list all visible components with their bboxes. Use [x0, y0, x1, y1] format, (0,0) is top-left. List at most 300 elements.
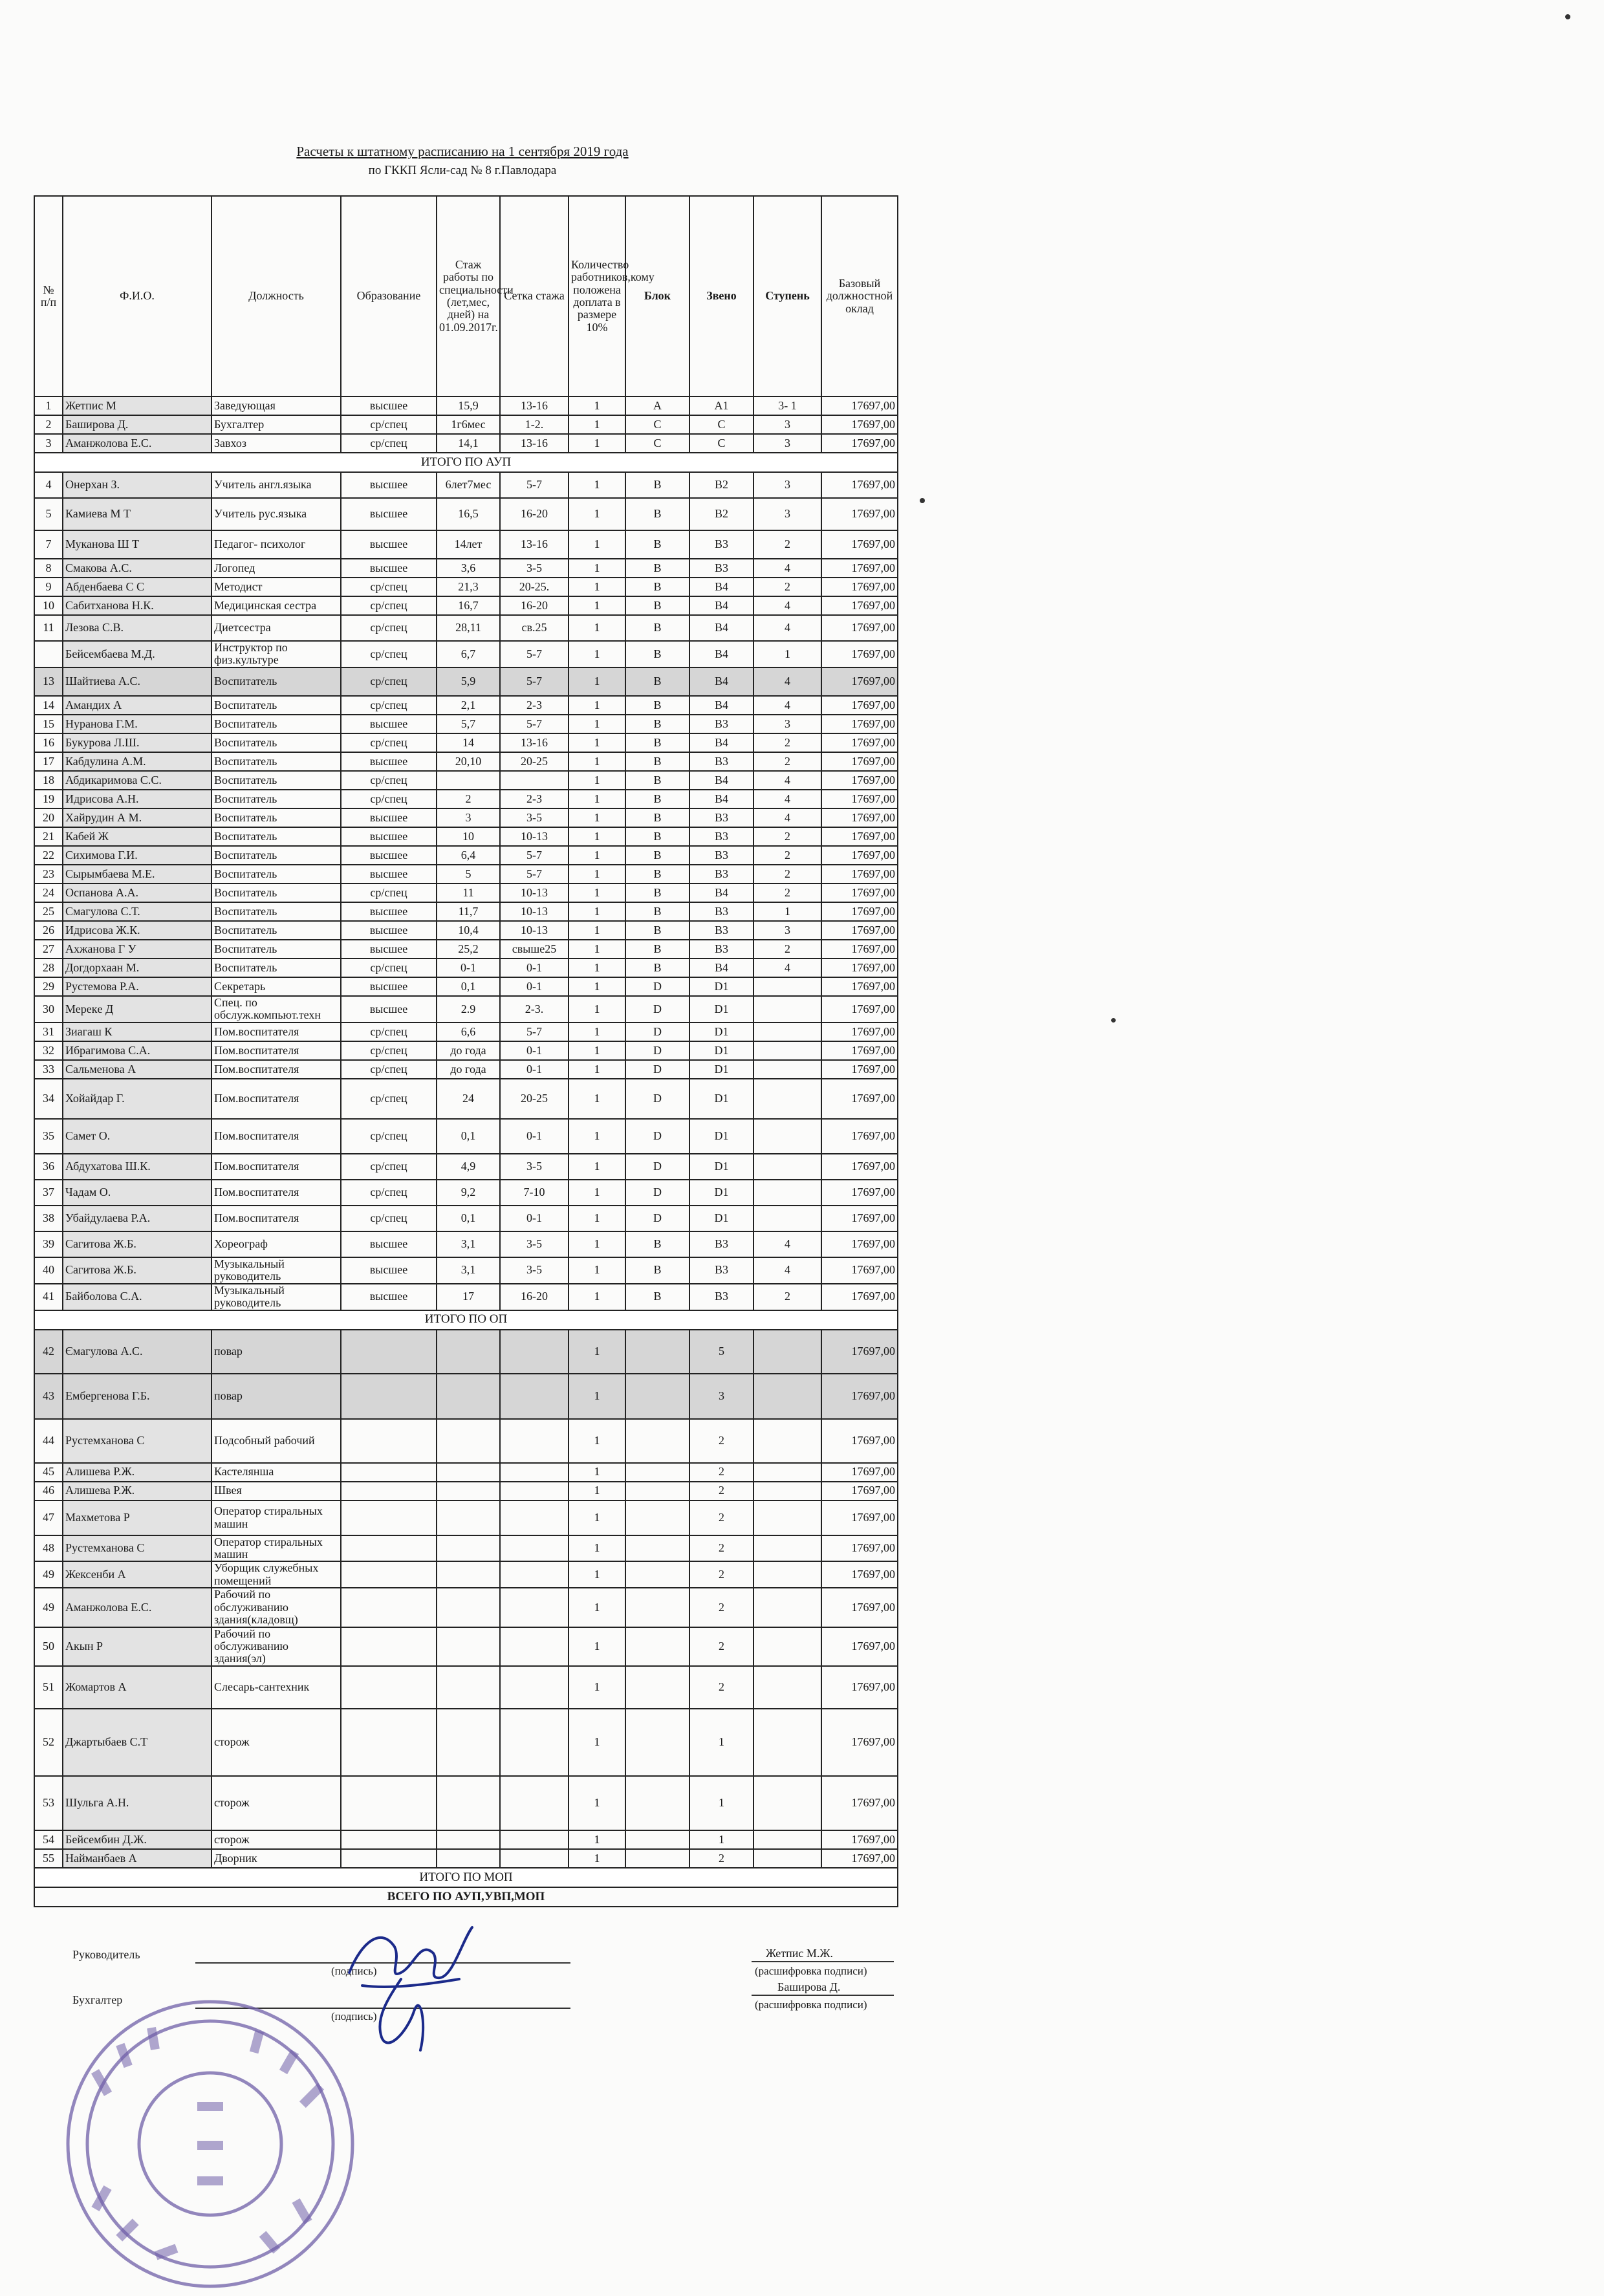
grade — [753, 1709, 821, 1776]
work-experience — [437, 1463, 500, 1482]
link: 2 — [689, 1419, 753, 1463]
employee-name: Махметова Р — [63, 1500, 211, 1535]
accountant-name-caption: (расшифровка подписи) — [755, 1998, 867, 2011]
work-experience: 16,7 — [437, 596, 500, 615]
work-experience: 4,9 — [437, 1154, 500, 1180]
accountant-signature-caption: (подпись) — [331, 2010, 377, 2022]
position: Воспитатель — [211, 827, 341, 846]
experience-grid: 20-25 — [500, 752, 569, 771]
education: ср/спец — [341, 771, 437, 790]
experience-grid: 10-13 — [500, 883, 569, 902]
row-number: 49 — [34, 1561, 63, 1588]
education: ср/спец — [341, 958, 437, 977]
work-experience: 6,4 — [437, 846, 500, 865]
row-number: 5 — [34, 498, 63, 530]
work-experience: 17 — [437, 1284, 500, 1310]
base-salary: 17697,00 — [821, 827, 898, 846]
education: ср/спец — [341, 790, 437, 808]
work-experience: 6,7 — [437, 641, 500, 667]
work-experience: 14лет — [437, 530, 500, 559]
column-header: Должность — [211, 196, 341, 396]
experience-grid: 16-20 — [500, 498, 569, 530]
education — [341, 1588, 437, 1627]
experience-grid: 13-16 — [500, 733, 569, 752]
position: Учитель рус.языка — [211, 498, 341, 530]
link: B3 — [689, 1231, 753, 1257]
link: 5 — [689, 1330, 753, 1374]
work-experience: 0-1 — [437, 958, 500, 977]
block: B — [625, 696, 689, 715]
row-number: 19 — [34, 790, 63, 808]
position: Педагог- психолог — [211, 530, 341, 559]
base-salary: 17697,00 — [821, 1284, 898, 1310]
signature-scribble-icon — [323, 1901, 492, 2070]
bonus-count: 1 — [569, 1482, 625, 1500]
section-total-row — [34, 1310, 898, 1330]
grade — [753, 1330, 821, 1374]
link: D1 — [689, 1180, 753, 1206]
block: D — [625, 1206, 689, 1231]
employee-name: Кабей Ж — [63, 827, 211, 846]
table-row — [34, 940, 898, 958]
work-experience — [437, 1330, 500, 1374]
bonus-count: 1 — [569, 641, 625, 667]
row-number: 42 — [34, 1330, 63, 1374]
education: высшее — [341, 940, 437, 958]
table-row — [34, 1374, 898, 1419]
bonus-count: 1 — [569, 578, 625, 596]
education: ср/спец — [341, 696, 437, 715]
employee-name: Кабдулина А.М. — [63, 752, 211, 771]
work-experience: 2,1 — [437, 696, 500, 715]
grade — [753, 1463, 821, 1482]
base-salary: 17697,00 — [821, 641, 898, 667]
bonus-count: 1 — [569, 559, 625, 578]
row-number: 48 — [34, 1535, 63, 1562]
link: 2 — [689, 1588, 753, 1627]
grade: 3 — [753, 498, 821, 530]
employee-name: Букурова Л.Ш. — [63, 733, 211, 752]
education: ср/спец — [341, 1060, 437, 1079]
table-row — [34, 1257, 898, 1284]
table-row — [34, 771, 898, 790]
table-row — [34, 1535, 898, 1562]
row-number: 37 — [34, 1180, 63, 1206]
row-number: 1 — [34, 396, 63, 415]
work-experience: до года — [437, 1041, 500, 1060]
link: B4 — [689, 958, 753, 977]
education: высшее — [341, 498, 437, 530]
base-salary: 17697,00 — [821, 434, 898, 453]
bonus-count: 1 — [569, 977, 625, 996]
position: Пом.воспитателя — [211, 1206, 341, 1231]
block — [625, 1830, 689, 1849]
position: Инструктор по физ.культуре — [211, 641, 341, 667]
table-row — [34, 902, 898, 921]
employee-name: Мерекe Д — [63, 996, 211, 1023]
base-salary: 17697,00 — [821, 1500, 898, 1535]
work-experience: 24 — [437, 1079, 500, 1119]
block: B — [625, 578, 689, 596]
base-salary: 17697,00 — [821, 790, 898, 808]
education: высшее — [341, 902, 437, 921]
grade: 2 — [753, 1284, 821, 1310]
employee-name: Нуранова Г.М. — [63, 715, 211, 733]
link: B3 — [689, 846, 753, 865]
table-row — [34, 958, 898, 977]
experience-grid — [500, 1374, 569, 1419]
work-experience: 3,1 — [437, 1231, 500, 1257]
table-row — [34, 996, 898, 1023]
block: B — [625, 921, 689, 940]
row-number: 28 — [34, 958, 63, 977]
table-row — [34, 790, 898, 808]
block: B — [625, 846, 689, 865]
education — [341, 1535, 437, 1562]
education: высшее — [341, 715, 437, 733]
table-row — [34, 733, 898, 752]
work-experience: 0,1 — [437, 1119, 500, 1154]
employee-name: Рустемова Р.А. — [63, 977, 211, 996]
table-row — [34, 865, 898, 883]
position: Пом.воспитателя — [211, 1119, 341, 1154]
employee-name: Сагитова Ж.Б. — [63, 1257, 211, 1284]
table-row — [34, 578, 898, 596]
employee-name: Аманжолова Е.С. — [63, 434, 211, 453]
grade: 4 — [753, 808, 821, 827]
experience-grid: 20-25. — [500, 578, 569, 596]
work-experience — [437, 1627, 500, 1666]
position: Воспитатель — [211, 771, 341, 790]
table-row — [34, 1849, 898, 1868]
employee-name: Бейсембаева М.Д. — [63, 641, 211, 667]
bonus-count: 1 — [569, 1041, 625, 1060]
link: D1 — [689, 1023, 753, 1041]
block — [625, 1463, 689, 1482]
row-number: 25 — [34, 902, 63, 921]
row-number: 34 — [34, 1079, 63, 1119]
work-experience — [437, 1482, 500, 1500]
work-experience: 6лет7мес — [437, 472, 500, 498]
position: Рабочий по обслуживанию здания(эл) — [211, 1627, 341, 1666]
grade: 2 — [753, 883, 821, 902]
position: Оператор стиральных машин — [211, 1535, 341, 1562]
head-name-line — [752, 1961, 894, 1962]
block: B — [625, 958, 689, 977]
employee-name: Самет О. — [63, 1119, 211, 1154]
base-salary: 17697,00 — [821, 808, 898, 827]
work-experience: 3,6 — [437, 559, 500, 578]
bonus-count: 1 — [569, 752, 625, 771]
base-salary: 17697,00 — [821, 1374, 898, 1419]
bonus-count: 1 — [569, 940, 625, 958]
scan-speck — [920, 498, 925, 503]
row-number: 53 — [34, 1776, 63, 1830]
section-total-label: ИТОГО ПО МОП — [34, 1868, 898, 1887]
position: Воспитатель — [211, 883, 341, 902]
link: B3 — [689, 808, 753, 827]
block — [625, 1482, 689, 1500]
table-row — [34, 883, 898, 902]
experience-grid: 13-16 — [500, 434, 569, 453]
grade: 1 — [753, 641, 821, 667]
row-number: 44 — [34, 1419, 63, 1463]
block: B — [625, 752, 689, 771]
employee-name: Абденбаева С С — [63, 578, 211, 596]
education: высшее — [341, 752, 437, 771]
base-salary: 17697,00 — [821, 865, 898, 883]
employee-name: Сихимова Г.И. — [63, 846, 211, 865]
block: B — [625, 865, 689, 883]
grade: 2 — [753, 733, 821, 752]
bonus-count: 1 — [569, 1666, 625, 1709]
education — [341, 1561, 437, 1588]
row-number: 15 — [34, 715, 63, 733]
block: C — [625, 434, 689, 453]
grade — [753, 1060, 821, 1079]
bonus-count: 1 — [569, 996, 625, 1023]
base-salary: 17697,00 — [821, 1257, 898, 1284]
table-row — [34, 415, 898, 434]
employee-name: Ембергенова Г.Б. — [63, 1374, 211, 1419]
bonus-count: 1 — [569, 771, 625, 790]
column-header: Ступень — [753, 196, 821, 396]
base-salary: 17697,00 — [821, 559, 898, 578]
base-salary: 17697,00 — [821, 977, 898, 996]
education — [341, 1627, 437, 1666]
position: Воспитатель — [211, 715, 341, 733]
link: 2 — [689, 1500, 753, 1535]
grade — [753, 1500, 821, 1535]
table-row — [34, 827, 898, 846]
grade: 4 — [753, 1231, 821, 1257]
grade: 3 — [753, 921, 821, 940]
base-salary: 17697,00 — [821, 498, 898, 530]
base-salary: 17697,00 — [821, 578, 898, 596]
experience-grid: 10-13 — [500, 902, 569, 921]
row-number: 24 — [34, 883, 63, 902]
employee-name: Сагитова Ж.Б. — [63, 1231, 211, 1257]
grade — [753, 1849, 821, 1868]
column-header: Базовый должностной оклад — [821, 196, 898, 396]
base-salary: 17697,00 — [821, 1561, 898, 1588]
base-salary: 17697,00 — [821, 715, 898, 733]
table-row — [34, 1041, 898, 1060]
link: D1 — [689, 1060, 753, 1079]
bonus-count: 1 — [569, 1284, 625, 1310]
position: Завхоз — [211, 434, 341, 453]
link: 2 — [689, 1627, 753, 1666]
education: высшее — [341, 396, 437, 415]
base-salary: 17697,00 — [821, 996, 898, 1023]
experience-grid — [500, 771, 569, 790]
base-salary: 17697,00 — [821, 1330, 898, 1374]
accountant-label: Бухгалтер — [72, 1993, 123, 2006]
column-header: Звено — [689, 196, 753, 396]
education — [341, 1776, 437, 1830]
position: Пом.воспитателя — [211, 1180, 341, 1206]
experience-grid — [500, 1419, 569, 1463]
position: Спец. по обслуж.компьют.техн — [211, 996, 341, 1023]
row-number: 52 — [34, 1709, 63, 1776]
grade — [753, 1023, 821, 1041]
block: D — [625, 996, 689, 1023]
block — [625, 1588, 689, 1627]
base-salary: 17697,00 — [821, 1231, 898, 1257]
education: ср/спец — [341, 1206, 437, 1231]
bonus-count: 1 — [569, 921, 625, 940]
work-experience: 10 — [437, 827, 500, 846]
staff-table-wrapper — [34, 195, 897, 1907]
education — [341, 1666, 437, 1709]
link: B4 — [689, 615, 753, 641]
grade — [753, 1206, 821, 1231]
grade — [753, 1535, 821, 1562]
base-salary: 17697,00 — [821, 1849, 898, 1868]
experience-grid: 3-5 — [500, 1231, 569, 1257]
base-salary: 17697,00 — [821, 1154, 898, 1180]
block — [625, 1419, 689, 1463]
bonus-count: 1 — [569, 415, 625, 434]
link: D1 — [689, 1041, 753, 1060]
work-experience: 0,1 — [437, 1206, 500, 1231]
bonus-count: 1 — [569, 715, 625, 733]
work-experience: 2 — [437, 790, 500, 808]
bonus-count: 1 — [569, 733, 625, 752]
work-experience: 11,7 — [437, 902, 500, 921]
employee-name: Алишева Р.Ж. — [63, 1482, 211, 1500]
position: Дворник — [211, 1849, 341, 1868]
block — [625, 1535, 689, 1562]
experience-grid — [500, 1500, 569, 1535]
position: Воспитатель — [211, 752, 341, 771]
block — [625, 1776, 689, 1830]
base-salary: 17697,00 — [821, 940, 898, 958]
row-number: 46 — [34, 1482, 63, 1500]
employee-name: Шульга А.Н. — [63, 1776, 211, 1830]
position: Логопед — [211, 559, 341, 578]
link: B3 — [689, 940, 753, 958]
position: Швея — [211, 1482, 341, 1500]
table-row — [34, 846, 898, 865]
bonus-count: 1 — [569, 396, 625, 415]
bonus-count: 1 — [569, 1463, 625, 1482]
base-salary: 17697,00 — [821, 733, 898, 752]
grade — [753, 1119, 821, 1154]
grade: 4 — [753, 958, 821, 977]
column-header: Количество работников,кому положена доплата в размере 10% — [569, 196, 625, 396]
row-number: 33 — [34, 1060, 63, 1079]
table-row — [34, 808, 898, 827]
table-row — [34, 1419, 898, 1463]
document-title: Расчеты к штатному расписанию на 1 сентября 2019 года — [296, 144, 629, 159]
employee-name: Хойайдар Г. — [63, 1079, 211, 1119]
link: D1 — [689, 1206, 753, 1231]
column-header: Блок — [625, 196, 689, 396]
block: B — [625, 733, 689, 752]
base-salary: 17697,00 — [821, 1535, 898, 1562]
block: B — [625, 559, 689, 578]
work-experience: 11 — [437, 883, 500, 902]
block — [625, 1666, 689, 1709]
row-number: 54 — [34, 1830, 63, 1849]
experience-grid: 7-10 — [500, 1180, 569, 1206]
bonus-count: 1 — [569, 790, 625, 808]
education: ср/спец — [341, 578, 437, 596]
grand-total-label: ВСЕГО ПО АУП,УВП,МОП — [34, 1887, 898, 1907]
grade — [753, 1374, 821, 1419]
base-salary: 17697,00 — [821, 667, 898, 696]
employee-name: Рустемханова С — [63, 1419, 211, 1463]
row-number: 41 — [34, 1284, 63, 1310]
bonus-count: 1 — [569, 1830, 625, 1849]
work-experience: 28,11 — [437, 615, 500, 641]
work-experience — [437, 1419, 500, 1463]
position: Уборщик служебных помещений — [211, 1561, 341, 1588]
row-number: 35 — [34, 1119, 63, 1154]
experience-grid: 5-7 — [500, 846, 569, 865]
link: B4 — [689, 790, 753, 808]
experience-grid: 3-5 — [500, 1257, 569, 1284]
education: ср/спец — [341, 415, 437, 434]
work-experience: 15,9 — [437, 396, 500, 415]
position: Методист — [211, 578, 341, 596]
row-number: 8 — [34, 559, 63, 578]
base-salary: 17697,00 — [821, 1180, 898, 1206]
experience-grid: 0-1 — [500, 1041, 569, 1060]
table-header — [34, 196, 898, 396]
link: 3 — [689, 1374, 753, 1419]
scan-speck — [1565, 14, 1570, 19]
grade: 4 — [753, 790, 821, 808]
row-number: 14 — [34, 696, 63, 715]
block: A — [625, 396, 689, 415]
grade: 4 — [753, 771, 821, 790]
bonus-count: 1 — [569, 846, 625, 865]
link: 1 — [689, 1709, 753, 1776]
position: Пом.воспитателя — [211, 1154, 341, 1180]
base-salary: 17697,00 — [821, 1023, 898, 1041]
table-row — [34, 434, 898, 453]
position: Подсобный рабочий — [211, 1419, 341, 1463]
bonus-count: 1 — [569, 1079, 625, 1119]
work-experience: 0,1 — [437, 977, 500, 996]
employee-name: Идрисова Ж.К. — [63, 921, 211, 940]
position: Рабочий по обслуживанию здания(кладовщ) — [211, 1588, 341, 1627]
work-experience: 21,3 — [437, 578, 500, 596]
work-experience — [437, 1709, 500, 1776]
bonus-count: 1 — [569, 1709, 625, 1776]
table-row — [34, 1023, 898, 1041]
grade — [753, 1041, 821, 1060]
block: B — [625, 883, 689, 902]
table-row — [34, 1561, 898, 1588]
block: B — [625, 715, 689, 733]
education — [341, 1709, 437, 1776]
link: C — [689, 415, 753, 434]
link: B4 — [689, 641, 753, 667]
base-salary: 17697,00 — [821, 1119, 898, 1154]
row-number: 20 — [34, 808, 63, 827]
table-row — [34, 1206, 898, 1231]
employee-name: Ємагулова А.С. — [63, 1330, 211, 1374]
row-number: 16 — [34, 733, 63, 752]
grade: 1 — [753, 902, 821, 921]
base-salary: 17697,00 — [821, 1627, 898, 1666]
base-salary: 17697,00 — [821, 415, 898, 434]
row-number: 22 — [34, 846, 63, 865]
block: B — [625, 472, 689, 498]
